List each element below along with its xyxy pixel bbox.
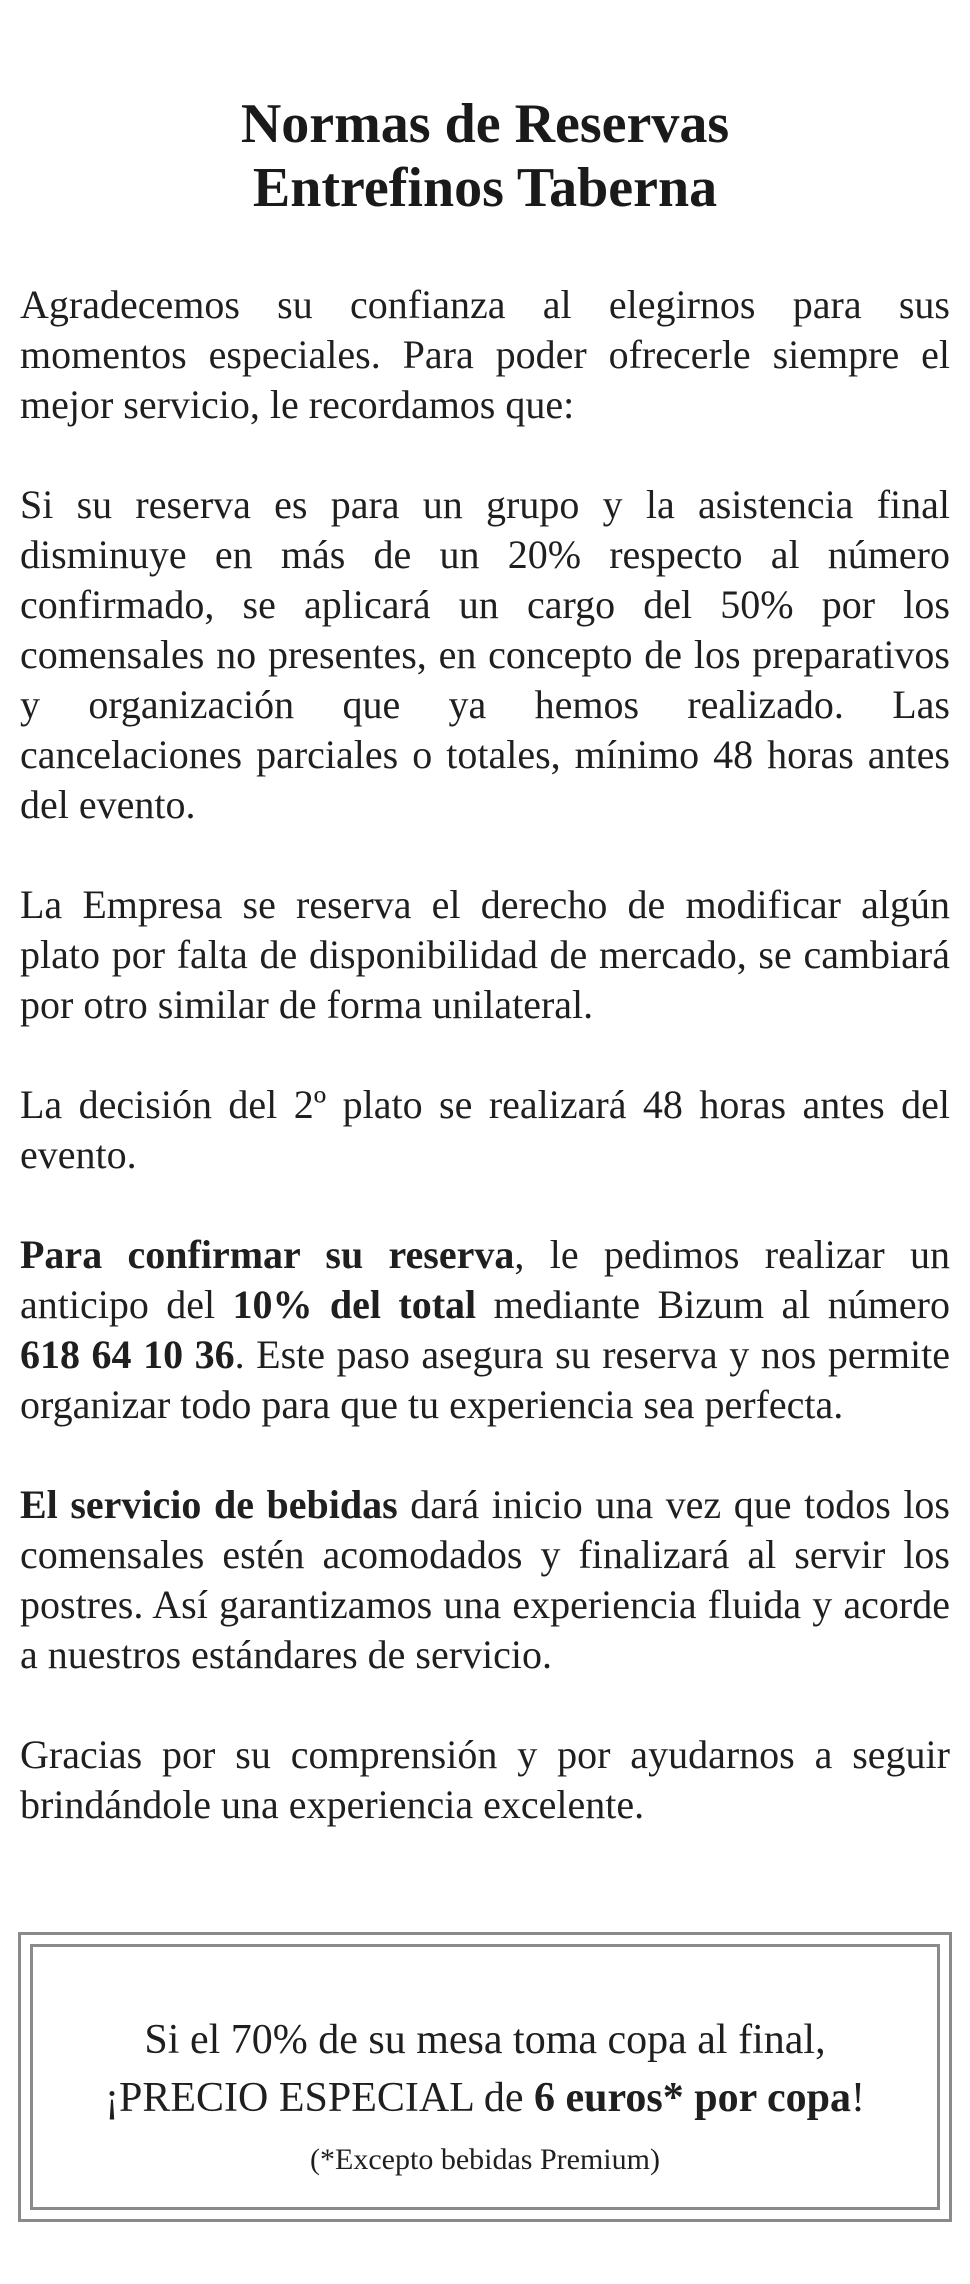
drinks-paragraph [20,1480,950,1680]
promo-line-1: Si el 70% de su mesa toma copa al final, [144,2017,826,2063]
confirm-text-3: . Este paso asegura su reserva y nos permite organizar todo para que tu experiencia sea perfecta. [20,1332,950,1427]
promo-line-2-prefix: ¡PRECIO ESPECIAL de [105,2075,534,2121]
page-title [0,92,970,220]
rules-body [20,280,950,1880]
group-policy-paragraph: Si su reserva es para un grupo y la asistencia final disminuye en más de un 20% respecto al número confirmado, se aplicará un cargo del 50% por los comensales no presentes, en concepto de los preparativos y organización que ya hemos realizado. Las cancelaciones parciales o totales, mínimo 48 horas antes del evento. [20,482,950,827]
thanks-paragraph: Gracias por su comprensión y por ayudarnos a seguir brindándole una experiencia excelente. [20,1732,950,1827]
deposit-amount: 10% del total [232,1282,477,1327]
drinks-lead: El servicio de bebidas [20,1482,398,1527]
promo-line-2 [33,2072,937,2124]
title-line-1: Normas de Reservas [240,93,730,155]
promo-price: 6 euros* por copa [533,2075,851,2121]
confirm-paragraph [20,1230,950,1430]
menu-changes-paragraph: La Empresa se reserva el derecho de modificar algún plato por falta de disponibilidad de mercado, se cambiará por otro similar de forma unilateral. [20,882,950,1027]
title-line-2: Entrefinos Taberna [252,157,718,219]
bizum-phone-number: 618 64 10 36 [20,1332,235,1377]
confirm-lead: Para confirmar su reserva [20,1232,515,1277]
confirm-text-2: mediante Bizum al número [476,1282,950,1327]
confirm-text-1: , le pedimos realizar un anticipo del [20,1232,950,1327]
promo-note: (*Excepto bebidas Premium) [310,2143,660,2176]
intro-paragraph: Agradecemos su confianza al elegirnos para sus momentos especiales. Para poder ofrecerle siempre el mejor servicio, le recordamos que: [20,282,950,427]
promo-box-inner-border [30,1944,940,2210]
drinks-text: dará inicio una vez que todos los comensales estén acomodados y finalizará al servir los postres. Así garantizamos una experiencia fluida y acorde a nuestros estándares de servicio. [20,1482,951,1677]
promo-box [18,1932,952,2222]
second-course-paragraph: La decisión del 2º plato se realizará 48 horas antes del evento. [20,1082,950,1177]
promo-line-2-suffix: ! [850,2075,865,2121]
